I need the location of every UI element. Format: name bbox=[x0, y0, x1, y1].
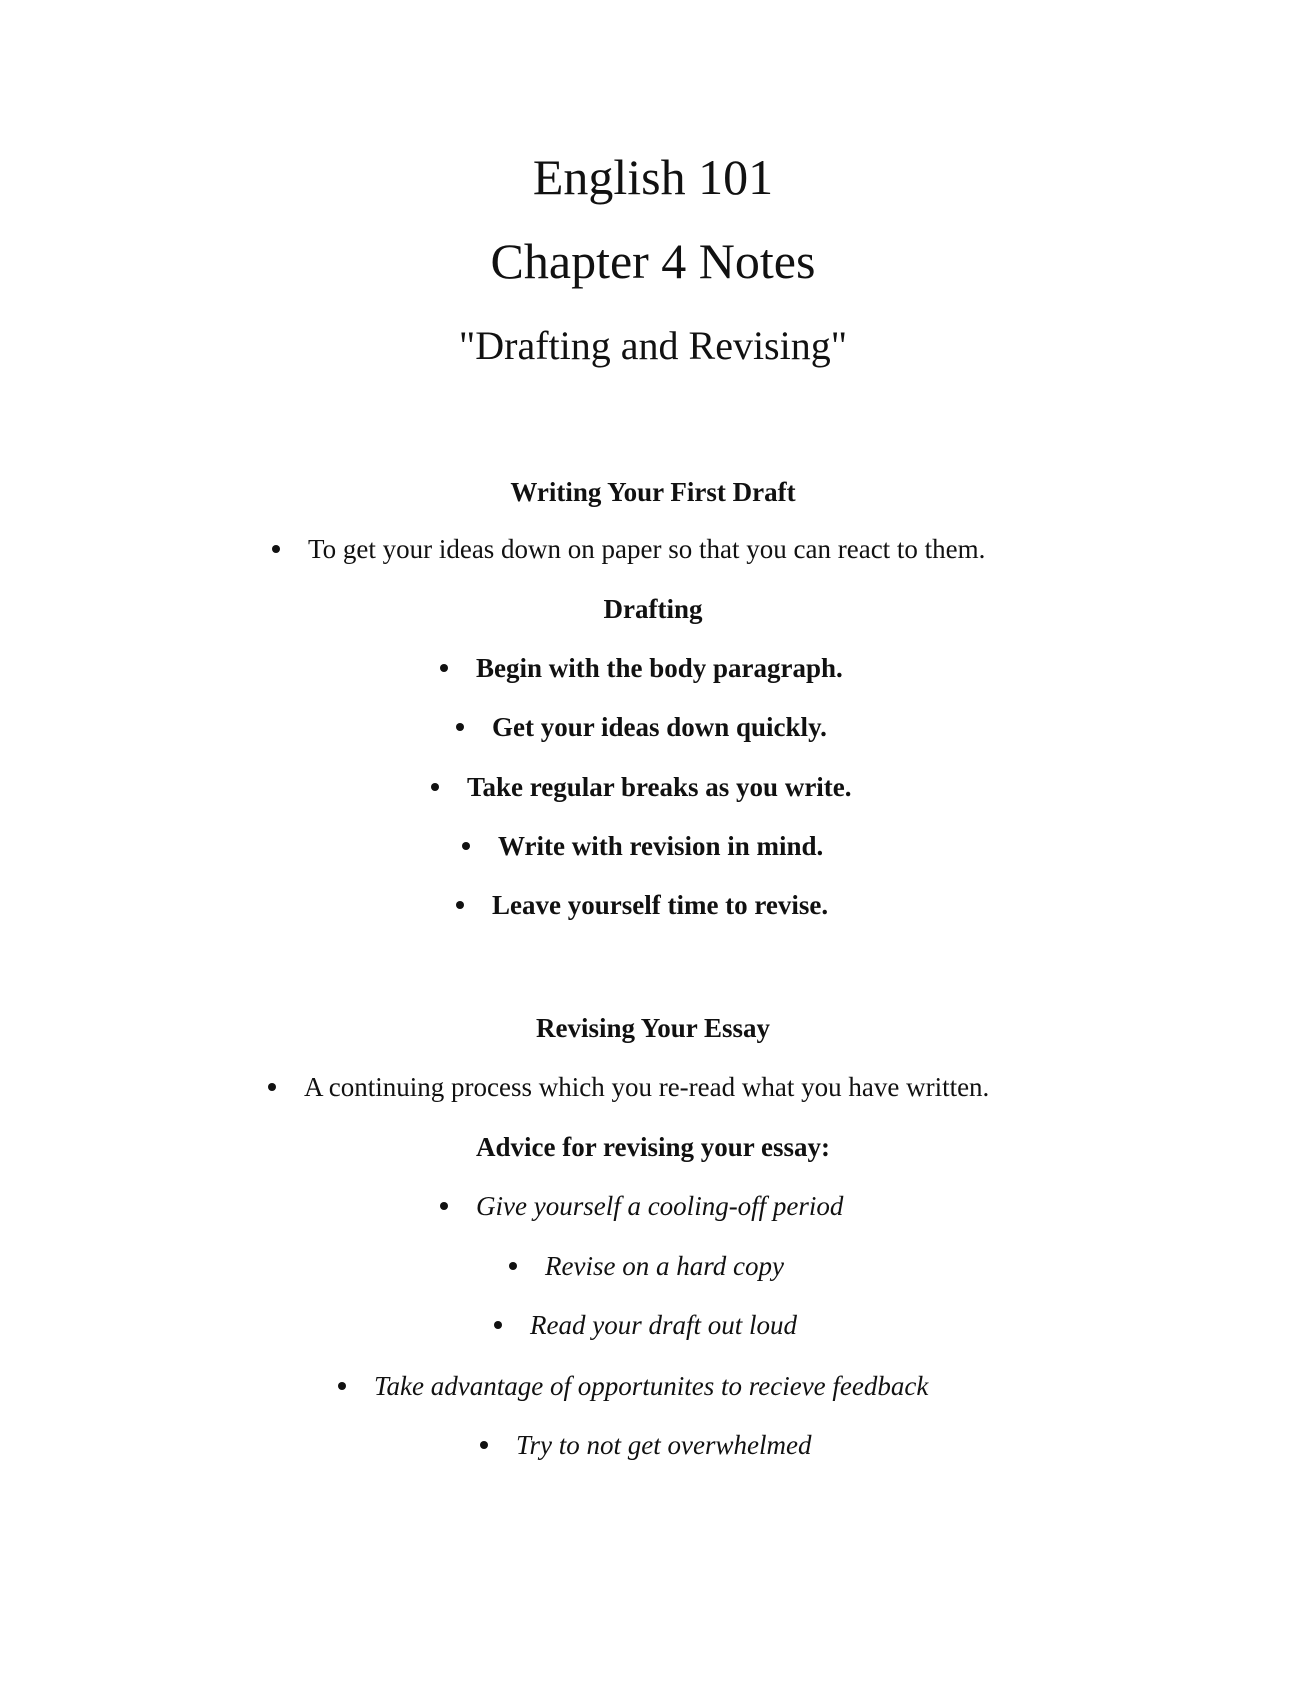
list-item-drafting bbox=[431, 774, 852, 801]
list-item-revising-definition bbox=[268, 1074, 989, 1101]
list-item-text: Take advantage of opportunites to recieve feedback bbox=[374, 1371, 929, 1401]
list-item-text: Revise on a hard copy bbox=[545, 1251, 784, 1281]
bullet-icon bbox=[440, 664, 448, 672]
bullet-icon bbox=[494, 1321, 502, 1329]
bullet-icon bbox=[272, 545, 280, 553]
topic-title: "Drafting and Revising" bbox=[458, 323, 848, 368]
list-item-drafting bbox=[456, 892, 828, 919]
bullet-icon bbox=[480, 1441, 488, 1449]
list-item-revising-advice bbox=[494, 1312, 797, 1339]
chapter-title: Chapter 4 Notes bbox=[490, 233, 816, 289]
bullet-icon bbox=[462, 842, 470, 850]
list-item-revising-advice bbox=[440, 1193, 843, 1220]
list-item-drafting bbox=[456, 714, 827, 741]
section-heading-revising: Revising Your Essay bbox=[535, 1013, 771, 1043]
bullet-icon bbox=[338, 1382, 346, 1390]
list-item-drafting bbox=[440, 655, 843, 682]
bullet-icon bbox=[431, 783, 439, 791]
list-item-revising-advice bbox=[480, 1432, 811, 1459]
bullet-icon bbox=[456, 723, 464, 731]
list-item-draft-purpose bbox=[272, 536, 985, 563]
list-item-text: To get your ideas down on paper so that you can react to them. bbox=[308, 534, 986, 564]
course-title: English 101 bbox=[532, 149, 774, 205]
bullet-icon bbox=[509, 1262, 517, 1270]
list-item-drafting bbox=[462, 833, 823, 860]
bullet-icon bbox=[268, 1083, 276, 1091]
list-item-revising-advice bbox=[509, 1253, 784, 1280]
list-item-text: A continuing process which you re-read what you have written. bbox=[304, 1072, 990, 1102]
section-heading-first-draft: Writing Your First Draft bbox=[510, 477, 796, 507]
subheading-revising-advice: Advice for revising your essay: bbox=[476, 1132, 830, 1162]
bullet-icon bbox=[456, 901, 464, 909]
list-item-text: Read your draft out loud bbox=[530, 1310, 797, 1340]
subheading-drafting: Drafting bbox=[603, 594, 703, 624]
list-item-revising-advice bbox=[338, 1373, 928, 1400]
bullet-icon bbox=[440, 1202, 448, 1210]
list-item-text: Try to not get overwhelmed bbox=[516, 1430, 812, 1460]
list-item-text: Write with revision in mind. bbox=[498, 831, 824, 861]
list-item-text: Leave yourself time to revise. bbox=[492, 890, 829, 920]
list-item-text: Give yourself a cooling-off period bbox=[476, 1191, 844, 1221]
list-item-text: Take regular breaks as you write. bbox=[467, 772, 852, 802]
list-item-text: Get your ideas down quickly. bbox=[492, 712, 827, 742]
list-item-text: Begin with the body paragraph. bbox=[476, 653, 843, 683]
